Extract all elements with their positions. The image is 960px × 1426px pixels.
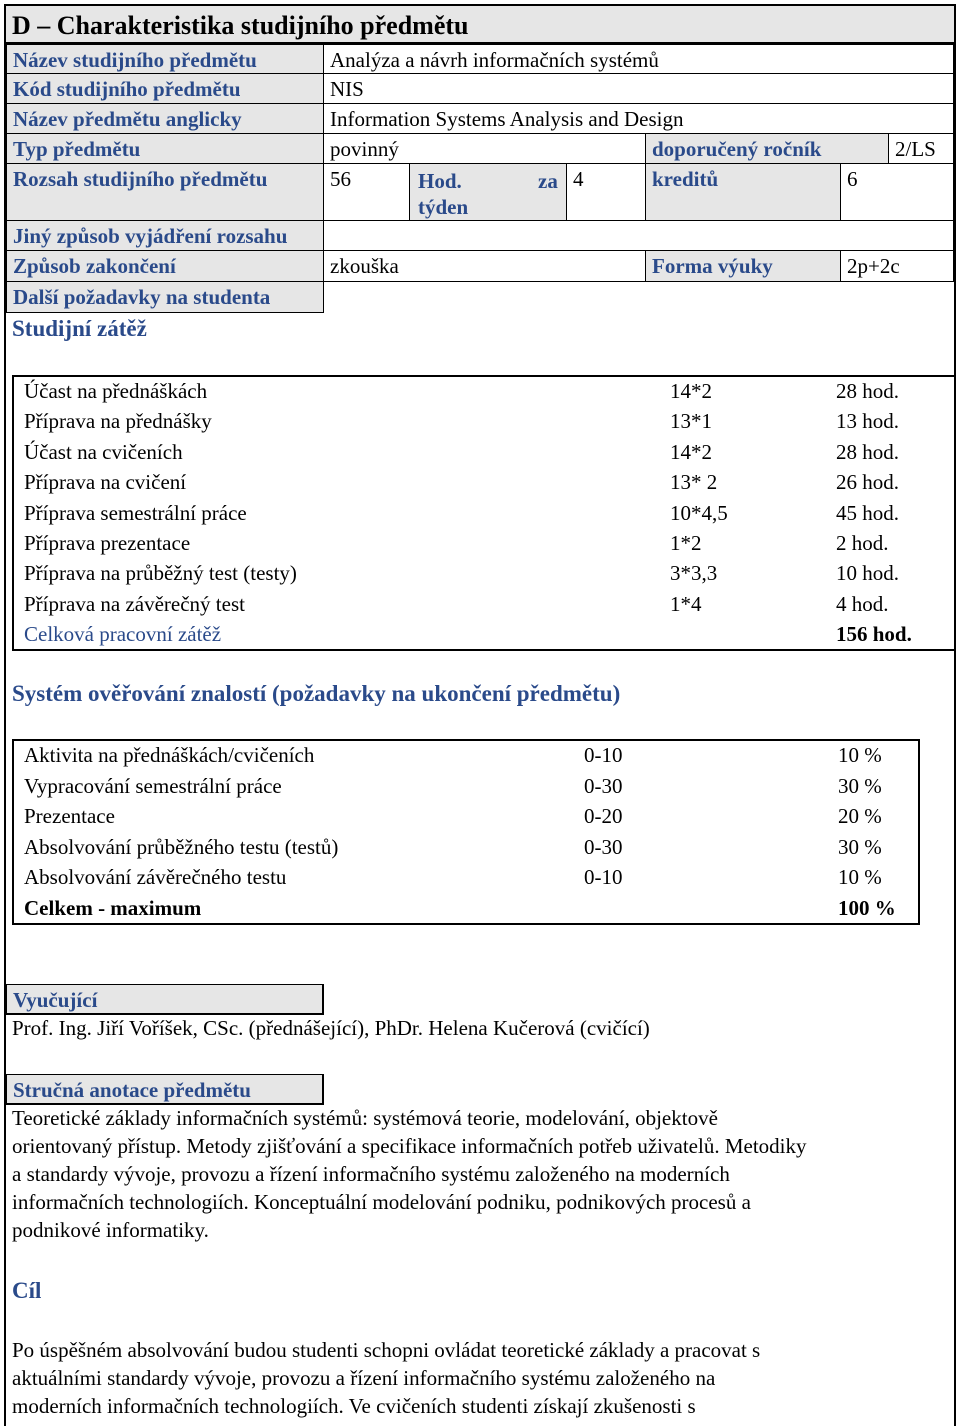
goal-line: moderních informačních technologiích. Ve cvičeních studenti získají zkušenosti s xyxy=(12,1394,696,1418)
assessment-total-label: Celkem - maximum xyxy=(24,896,202,920)
workload-row-hours: 13 hod. xyxy=(836,409,899,434)
assessment-total-value: 100 % xyxy=(838,896,896,920)
workload-row-label: Příprava na průběžný test (testy) xyxy=(24,561,297,586)
type-value: povinný xyxy=(323,133,646,164)
hours-label-tyden: týden xyxy=(418,195,469,219)
annotation-label: Stručná anotace předmětu xyxy=(6,1074,324,1105)
teachers-label: Vyučující xyxy=(6,984,324,1015)
workload-row-calc: 1*2 xyxy=(670,531,702,555)
scope-value: 56 xyxy=(323,163,410,221)
assessment-row-range: 0-30 xyxy=(584,773,623,798)
assessment-row-range: 0-30 xyxy=(584,834,623,859)
form-label: Forma výuky xyxy=(645,250,841,282)
credits-label: kreditů xyxy=(645,163,841,221)
type-label: Typ předmětu xyxy=(6,133,324,164)
credits-value: 6 xyxy=(840,163,954,221)
assessment-row-percent: 20 % xyxy=(838,804,882,829)
english-value: Information Systems Analysis and Design xyxy=(323,103,954,134)
goal-title: Cíl xyxy=(12,1278,42,1303)
goal-text xyxy=(12,1336,942,1420)
workload-row-label: Příprava semestrální práce xyxy=(24,500,247,525)
workload-row-label: Příprava na přednášky xyxy=(24,409,212,434)
annotation-line: informačních technologiích. Konceptuální modelování podniku, podnikových procesů a xyxy=(12,1190,751,1214)
annotation-line: podnikové informatiky. xyxy=(12,1218,209,1242)
section-header xyxy=(4,4,956,44)
annotation-line: Teoretické základy informačních systémů: systémová teorie, modelování, objektově xyxy=(12,1106,718,1130)
completion-label: Způsob zakončení xyxy=(6,250,324,282)
workload-row-calc: 13* 2 xyxy=(670,470,718,495)
year-label: doporučený ročník xyxy=(645,133,889,164)
hours-label-hod: Hod. xyxy=(418,169,462,193)
workload-row-calc: 13*1 xyxy=(670,409,712,434)
hours-value: 4 xyxy=(566,163,646,221)
scope-label: Rozsah studijního předmětu xyxy=(6,163,324,221)
workload-row-hours: 28 hod. xyxy=(836,439,899,464)
workload-row-label: Účast na cvičeních xyxy=(24,439,183,464)
assessment-row-label: Absolvování průběžného testu (testů) xyxy=(24,834,339,859)
workload-row-calc: 10*4,5 xyxy=(670,500,728,525)
annotation-line: orientovaný přístup. Metody zjišťování a specifikace informačních potřeb uživatelů. Metodiky xyxy=(12,1134,807,1158)
name-label: Název studijního předmětu xyxy=(6,44,324,74)
hours-label xyxy=(409,163,567,221)
assessment-row-label: Prezentace xyxy=(24,804,115,829)
workload-row-calc: 3*3,3 xyxy=(670,561,718,586)
section-title: D – Charakteristika studijního předmětu xyxy=(12,11,469,40)
code-label: Kód studijního předmětu xyxy=(6,73,324,104)
code-value: NIS xyxy=(323,73,954,104)
workload-row-label: Účast na přednáškách xyxy=(24,379,208,403)
goal-line: aktuálními standardy vývoje, provozu a řízení informačního systému založeného na xyxy=(12,1366,716,1390)
name-value: Analýza a návrh informačních systémů xyxy=(323,44,954,74)
assessment-row-label: Aktivita na přednáškách/cvičeních xyxy=(24,743,315,767)
workload-row-hours: 26 hod. xyxy=(836,470,899,495)
assessment-row-percent: 10 % xyxy=(838,743,882,767)
completion-value: zkouška xyxy=(323,250,646,282)
workload-row-label: Příprava prezentace xyxy=(24,531,191,555)
workload-row-hours: 45 hod. xyxy=(836,500,899,525)
assessment-row-range: 0-10 xyxy=(584,865,623,890)
assessment-row-range: 0-10 xyxy=(584,743,623,767)
workload-row-calc: 14*2 xyxy=(670,379,712,403)
workload-row-hours: 2 hod. xyxy=(836,531,889,555)
year-value: 2/LS xyxy=(888,133,954,164)
assessment-row-label: Absolvování závěrečného testu xyxy=(24,865,287,890)
workload-row-hours: 4 hod. xyxy=(836,591,889,616)
workload-row-hours: 28 hod. xyxy=(836,379,899,403)
workload-row-label: Příprava na cvičení xyxy=(24,470,187,495)
assessment-row-label: Vypracování semestrální práce xyxy=(24,773,282,798)
assessment-row-range: 0-20 xyxy=(584,804,623,829)
assessment-title: Systém ověřování znalostí (požadavky na ukončení předmětu) xyxy=(12,681,621,706)
workload-row-hours: 10 hod. xyxy=(836,561,899,586)
workload-row-calc: 1*4 xyxy=(670,591,702,616)
workload-total-value: 156 hod. xyxy=(836,622,912,646)
other-scope-value xyxy=(323,220,954,251)
workload-row-calc: 14*2 xyxy=(670,439,712,464)
assessment-row-percent: 30 % xyxy=(838,773,882,798)
goal-line: Po úspěšném absolvování budou studenti schopni ovládat teoretické základy a pracovat s xyxy=(12,1338,761,1362)
workload-title: Studijní zátěž xyxy=(12,316,147,341)
assessment-row-percent: 30 % xyxy=(838,834,882,859)
hours-label-za: za xyxy=(538,169,558,193)
assessment-row-percent: 10 % xyxy=(838,865,882,890)
annotation-line: a standardy vývoje, provozu a řízení informačního systému založeného na moderních xyxy=(12,1162,730,1186)
other-scope-label: Jiný způsob vyjádření rozsahu xyxy=(6,220,324,251)
workload-row-label: Příprava na závěrečný test xyxy=(24,591,245,616)
workload-total-label: Celková pracovní zátěž xyxy=(24,622,222,646)
requirements-label: Další požadavky na studenta xyxy=(6,281,324,313)
teachers-text: Prof. Ing. Jiří Voříšek, CSc. (přednášející), PhDr. Helena Kučerová (cvičící) xyxy=(12,1016,650,1040)
annotation-text xyxy=(12,1104,942,1244)
english-label: Název předmětu anglicky xyxy=(6,103,324,134)
form-value: 2p+2c xyxy=(840,250,954,282)
